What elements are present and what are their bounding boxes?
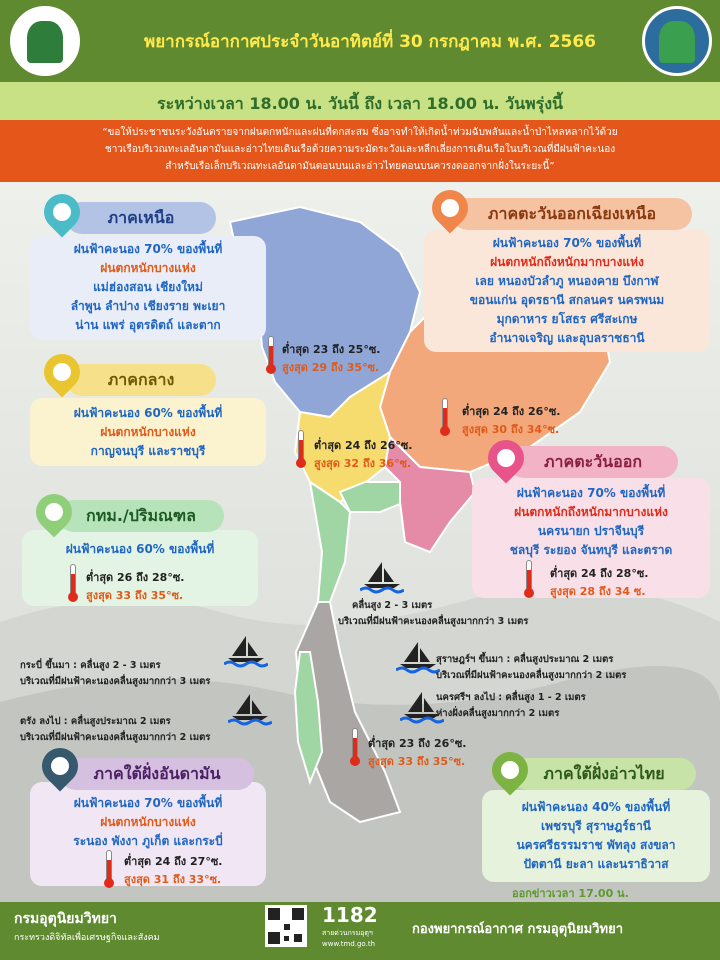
south-east-rain: ฝนฟ้าคะนอง 40% ของพื้นที่ bbox=[521, 800, 671, 814]
east-temp-high: สูงสุด 28 ถึง 34 ซ. bbox=[550, 585, 646, 598]
east-line-1: นครนายก ปราจีนบุรี bbox=[537, 524, 645, 538]
northeast-title: ภาคตะวันออกเฉียงเหนือ bbox=[452, 198, 692, 230]
east-heavy: ฝนตกหนักถึงหนักมากบางแห่ง bbox=[514, 505, 668, 519]
central-temp-high: สูงสุด 32 ถึง 36°ซ. bbox=[314, 457, 412, 470]
north-rain: ฝนฟ้าคะนอง 70% ของพื้นที่ bbox=[73, 242, 223, 256]
south-east-temp-low: ต่ำสุด 23 ถึง 26°ซ. bbox=[368, 737, 467, 750]
central-thermometer-icon bbox=[296, 430, 306, 470]
warning-line-1: “ขอให้ประชาชนระวังอันตรายจากฝนตกหนักและฝนที่ตกสะสม ซึ่งอาจทำให้เกิดน้ำท่วมฉับพลันและน้ำป่าไหลหลากไว้ด้วย bbox=[102, 127, 618, 138]
footer-ministry: กระทรวงดิจิทัลเพื่อเศรษฐกิจและสังคม bbox=[14, 933, 160, 943]
north-temp-low: ต่ำสุด 23 ถึง 25°ซ. bbox=[282, 343, 381, 356]
east-rain: ฝนฟ้าคะนอง 70% ของพื้นที่ bbox=[516, 486, 666, 500]
website-link[interactable]: www.tmd.go.th bbox=[322, 940, 375, 948]
wave-surat bbox=[436, 652, 626, 684]
hotline-number: 1182 bbox=[322, 903, 378, 927]
east-thermometer-icon bbox=[524, 560, 534, 600]
south-west-thermometer-icon bbox=[104, 850, 114, 890]
central-temp-low: ต่ำสุด 24 ถึง 26°ซ. bbox=[314, 439, 413, 452]
wave-nakhon bbox=[436, 690, 586, 722]
south-east-text bbox=[482, 798, 710, 874]
east-text bbox=[472, 484, 710, 560]
wave-trang-line-2: บริเวณที่มีฝนฟ้าคะนองคลื่นสูงมากกว่า 2 เมตร bbox=[20, 732, 211, 743]
south-west-temp-high: สูงสุด 31 ถึง 33°ซ. bbox=[124, 873, 222, 886]
east-line-2: ชลบุรี ระยอง จันทบุรี และตราด bbox=[509, 543, 673, 557]
north-title: ภาคเหนือ bbox=[66, 202, 216, 234]
wave-nakhon-line-1: นครศรีฯ ลงไป : คลื่นสูง 1 - 2 เมตร bbox=[436, 692, 586, 703]
wave-surat-line-2: บริเวณที่มีฝนฟ้าคะนองคลื่นสูงมากกว่า 2 เมตร bbox=[436, 670, 627, 681]
forecast-period: ระหว่างเวลา 18.00 น. วันนี้ ถึง เวลา 18.00 น. วันพรุ่งนี้ bbox=[157, 94, 563, 113]
boat-wave-icon-krabi bbox=[224, 634, 268, 670]
wave-gulf-upper-line-1: คลื่นสูง 2 - 3 เมตร bbox=[352, 600, 433, 611]
northeast-thermometer-icon bbox=[440, 398, 450, 438]
northeast-temp-low: ต่ำสุด 24 ถึง 26°ซ. bbox=[462, 405, 561, 418]
tmd-logo bbox=[642, 6, 712, 76]
north-line-3: น่าน แพร่ อุตรดิตถ์ และตาก bbox=[75, 318, 221, 332]
south-east-line-3: ปัตตานี ยะลา และนราธิวาส bbox=[523, 857, 669, 871]
warning-line-2: ชาวเรือบริเวณทะเลอันดามันและอ่าวไทยเดินเรือด้วยความระมัดระวังและหลีกเลี่ยงการเดินเรือในบริเวณที่มีฝนฟ้าคะนอง bbox=[104, 144, 616, 155]
northeast-temp-high: สูงสุด 30 ถึง 34°ซ. bbox=[462, 423, 560, 436]
warning-line-3: สำหรับเรือเล็กบริเวณทะเลอันดามันตอนบนและอ่าวไทยตอนบนควรงดออกจากฝั่งในระยะนี้” bbox=[165, 161, 555, 172]
central-title: ภาคกลาง bbox=[66, 364, 216, 396]
south-west-temp-low: ต่ำสุด 24 ถึง 27°ซ. bbox=[124, 855, 223, 868]
northeast-line-2: ขอนแก่น อุดรธานี สกลนคร นครพนม bbox=[469, 293, 665, 307]
boat-wave-icon-trang bbox=[228, 692, 272, 728]
south-east-temp-high: สูงสุด 33 ถึง 35°ซ. bbox=[368, 755, 466, 768]
bangkok-text bbox=[22, 540, 258, 559]
northeast-line-1: เลย หนองบัวลำภู หนองคาย บึงกาฬ bbox=[475, 274, 659, 288]
wave-gulf-upper-line-2: บริเวณที่มีฝนฟ้าคะนองคลื่นสูงมากกว่า 3 เมตร bbox=[338, 616, 529, 627]
footer-org-name: กรมอุตุนิยมวิทยา bbox=[14, 911, 117, 927]
north-thermometer-icon bbox=[266, 336, 276, 376]
bangkok-thermometer-icon bbox=[68, 564, 78, 604]
hotline-label: สายด่วนกรมอุตุฯ bbox=[322, 929, 373, 937]
northeast-line-3: มุกดาหาร ยโสธร ศรีสะเกษ bbox=[496, 312, 638, 326]
central-heavy: ฝนตกหนักบางแห่ง bbox=[100, 425, 196, 439]
wave-krabi bbox=[20, 658, 210, 690]
bangkok-temp-high: สูงสุด 33 ถึง 35°ซ. bbox=[86, 589, 184, 602]
south-west-heavy: ฝนตกหนักบางแห่ง bbox=[100, 815, 196, 829]
wave-trang-line-1: ตรัง ลงไป : คลื่นสูงประมาณ 2 เมตร bbox=[20, 716, 171, 727]
south-west-line-1: ระนอง พังงา ภูเก็ต และกระบี่ bbox=[73, 834, 223, 848]
south-west-title: ภาคใต้ฝั่งอันดามัน bbox=[60, 758, 254, 790]
south-east-line-1: เพชรบุรี สุราษฎร์ธานี bbox=[540, 819, 652, 833]
northeast-rain: ฝนฟ้าคะนอง 70% ของพื้นที่ bbox=[492, 236, 642, 250]
bangkok-temp-low: ต่ำสุด 26 ถึง 28°ซ. bbox=[86, 571, 185, 584]
page-title: พยากรณ์อากาศประจำวันอาทิตย์ที่ 30 กรกฎาคม พ.ศ. 2566 bbox=[143, 32, 596, 52]
qr-code-icon[interactable] bbox=[265, 905, 307, 947]
east-title: ภาคตะวันออก bbox=[508, 446, 678, 478]
south-west-rain: ฝนฟ้าคะนอง 70% ของพื้นที่ bbox=[73, 796, 223, 810]
ministry-logo bbox=[10, 6, 80, 76]
northeast-heavy: ฝนตกหนักถึงหนักมากบางแห่ง bbox=[490, 255, 644, 269]
central-line-1: กาญจนบุรี และราชบุรี bbox=[90, 444, 206, 458]
warning-text bbox=[20, 124, 700, 175]
footer-division: กองพยากรณ์อากาศ กรมอุตุนิยมวิทยา bbox=[412, 922, 624, 937]
bangkok-rain: ฝนฟ้าคะนอง 60% ของพื้นที่ bbox=[65, 542, 215, 556]
issued-time: ออกข่าวเวลา 17.00 น. bbox=[512, 887, 629, 900]
wave-gulf-upper bbox=[338, 598, 528, 630]
central-text bbox=[30, 404, 266, 461]
wave-krabi-line-2: บริเวณที่มีฝนฟ้าคะนองคลื่นสูงมากกว่า 3 เมตร bbox=[20, 676, 211, 687]
north-text bbox=[30, 240, 266, 335]
east-temp-low: ต่ำสุด 24 ถึง 28°ซ. bbox=[550, 567, 649, 580]
wave-krabi-line-1: กระบี่ ขึ้นมา : คลื่นสูง 2 - 3 เมตร bbox=[20, 660, 161, 671]
south-east-title: ภาคใต้ฝั่งอ่าวไทย bbox=[512, 758, 696, 790]
wave-nakhon-line-2: ห่างฝั่งคลื่นสูงมากกว่า 2 เมตร bbox=[436, 708, 560, 719]
wave-trang bbox=[20, 714, 210, 746]
south-east-thermometer-icon bbox=[350, 728, 360, 768]
boat-wave-icon-surat bbox=[396, 640, 440, 676]
north-temp-high: สูงสุด 29 ถึง 35°ซ. bbox=[282, 361, 380, 374]
north-line-1: แม่ฮ่องสอน เชียงใหม่ bbox=[93, 280, 203, 294]
boat-wave-icon-gulf-upper bbox=[360, 560, 404, 596]
south-east-line-2: นครศรีธรรมราช พัทลุง สงขลา bbox=[516, 838, 676, 852]
central-rain: ฝนฟ้าคะนอง 60% ของพื้นที่ bbox=[73, 406, 223, 420]
northeast-text bbox=[424, 234, 710, 348]
wave-surat-line-1: สุราษฎร์ฯ ขึ้นมา : คลื่นสูงประมาณ 2 เมตร bbox=[436, 654, 614, 665]
north-heavy: ฝนตกหนักบางแห่ง bbox=[100, 261, 196, 275]
bangkok-title: กทม./ปริมณฑล bbox=[58, 500, 224, 532]
north-line-2: ลำพูน ลำปาง เชียงราย พะเยา bbox=[70, 299, 226, 313]
northeast-line-4: อำนาจเจริญ และอุบลราชธานี bbox=[489, 331, 645, 345]
south-west-text bbox=[30, 794, 266, 851]
